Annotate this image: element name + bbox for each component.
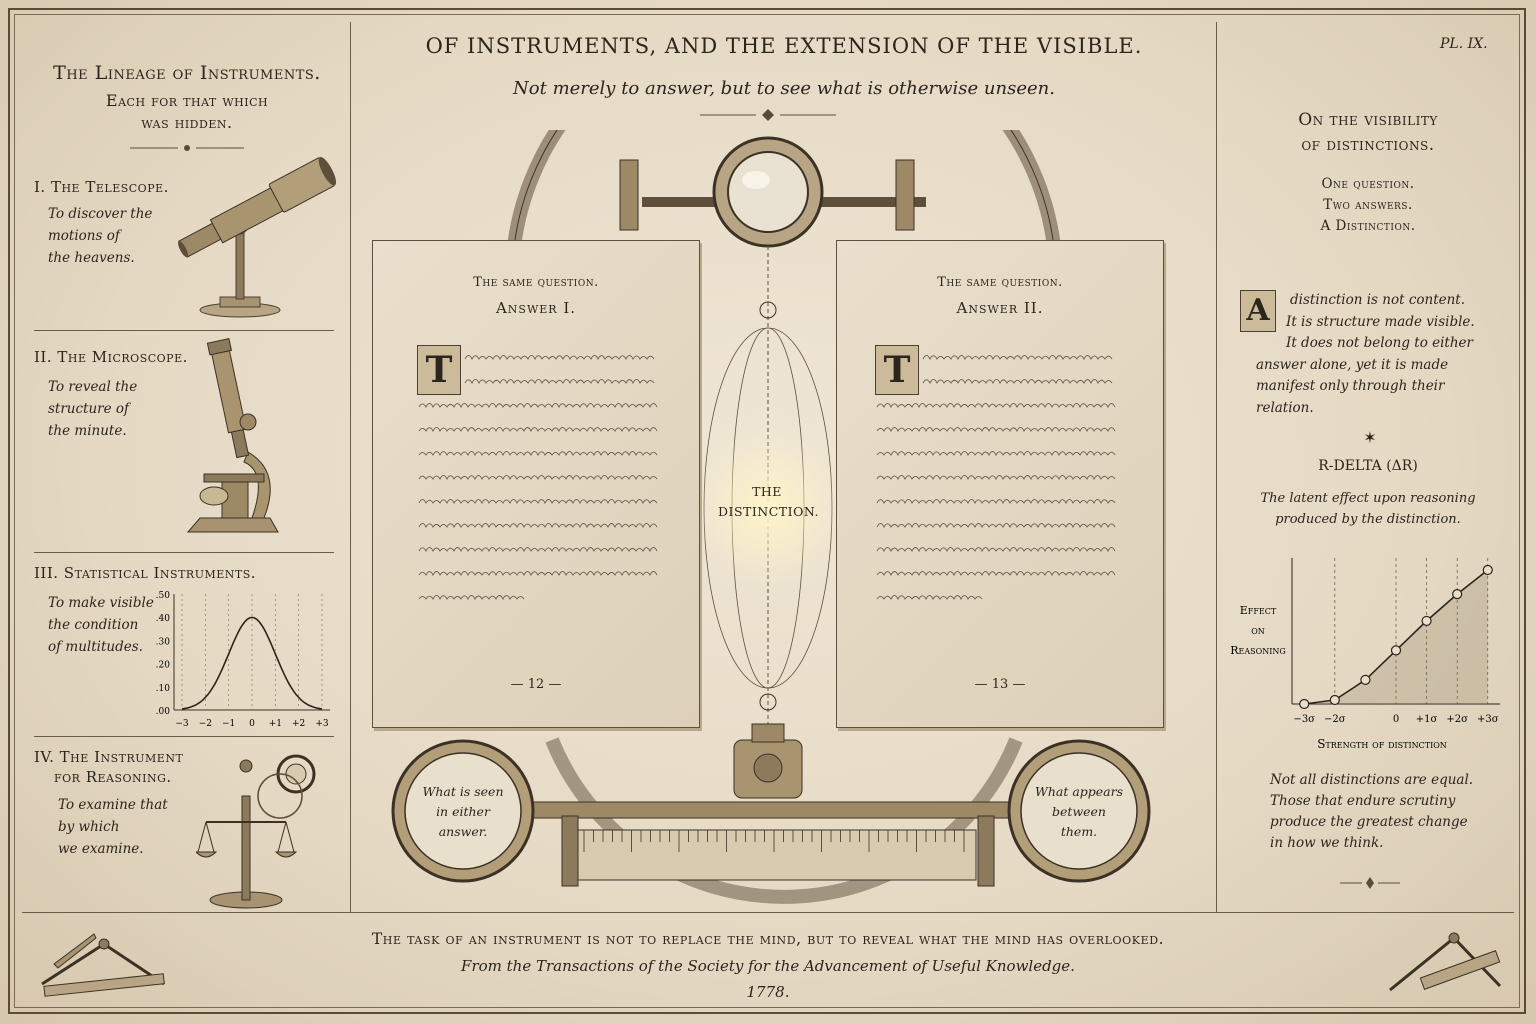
closing-ornament	[1340, 876, 1400, 890]
script-line	[877, 427, 1115, 431]
script-line	[419, 475, 657, 479]
footer-source: From the Transactions of the Society for the Advancement of Useful Knowledge.	[461, 957, 1075, 975]
left-page-script	[413, 347, 683, 637]
rdelta-point	[1392, 646, 1401, 655]
section-statistics-desc: To make visible the condition of multitudes.	[48, 595, 154, 655]
page-title: OF INSTRUMENTS, AND THE EXTENSION OF THE VISIBLE.	[425, 34, 1143, 58]
section-microscope-desc: To reveal the structure of the minute.	[48, 379, 138, 439]
right-page-script	[871, 347, 1141, 637]
bell-xtick-label: 0	[249, 719, 255, 729]
rdelta-xlabel: Strength of distinction	[1317, 737, 1447, 751]
distinction-label: THE DISTINCTION.	[718, 484, 819, 519]
script-line	[419, 403, 657, 407]
script-line	[877, 499, 1115, 503]
script-line	[419, 595, 524, 599]
script-line	[877, 571, 1115, 575]
left-page-head: The same question.	[473, 275, 599, 290]
page-subtitle: Not merely to answer, but to see what is otherwise unseen.	[513, 78, 1055, 99]
script-line	[877, 595, 982, 599]
visibility-paragraph: distinction is not content. It is structure made visible. It does not belong to either answer alone, yet it is made manifest only through their relation.	[1256, 292, 1475, 416]
script-line	[419, 499, 657, 503]
rdelta-xtick-label: −2σ	[1324, 714, 1346, 725]
visibility-dropcap: A	[1240, 290, 1276, 332]
script-line	[877, 475, 1115, 479]
rdelta-chart	[1218, 548, 1518, 758]
script-line	[419, 547, 657, 551]
right-page-number: — 13 —	[974, 677, 1026, 692]
section-microscope-title: II. The Microscope.	[34, 348, 188, 366]
telescope-icon	[168, 132, 353, 322]
rdelta-xtick-label: +2σ	[1446, 714, 1468, 725]
script-line	[419, 523, 657, 527]
visibility-closing: Not all distinctions are equal. Those that endure scrutiny produce the greatest change in how we think.	[1270, 772, 1474, 851]
book-page-left	[372, 240, 700, 728]
section-divider-2	[34, 552, 334, 553]
rdelta-point	[1422, 616, 1431, 625]
script-line	[465, 355, 654, 359]
script-line	[877, 547, 1115, 551]
reasoning-instrument-icon	[196, 736, 336, 912]
rdelta-point	[1300, 700, 1309, 709]
footer-quote: The task of an instrument is not to replace the mind, but to reveal what the mind has overlooked.	[371, 930, 1165, 948]
script-line	[877, 451, 1115, 455]
rdelta-xtick-label: 0	[1392, 714, 1400, 725]
bell-ytick-label: .30	[155, 637, 170, 648]
bell-xtick-label: −3	[175, 719, 189, 729]
rdelta-point	[1453, 590, 1462, 599]
left-dropcap: T	[417, 345, 461, 395]
script-line	[419, 427, 657, 431]
visibility-sub: One question. Two answers. A Distinction.	[1320, 176, 1416, 234]
visibility-title-1: On the visibility	[1298, 110, 1438, 130]
bell-xtick-label: +1	[268, 719, 282, 729]
left-page-number: — 12 —	[510, 677, 562, 692]
rdelta-point	[1483, 566, 1492, 575]
rdelta-ylabel-1: Effect	[1239, 604, 1277, 617]
rdelta-point	[1330, 695, 1339, 704]
right-page-answer: Answer II.	[956, 299, 1044, 317]
section-reasoning-desc: To examine that by which we examine.	[58, 797, 168, 857]
lineage-subtitle-2: was hidden.	[141, 113, 233, 132]
rdelta-description: The latent effect upon reasoning produced by the distinction.	[1260, 491, 1476, 527]
lens-right-text: What appears between them.	[1034, 784, 1124, 839]
rdelta-xtick-label: −3σ	[1293, 714, 1316, 725]
right-dropcap: T	[875, 345, 919, 395]
bell-ytick-label: .20	[155, 660, 170, 671]
section-telescope-desc: To discover the motions of the heavens.	[48, 206, 153, 266]
section-reasoning-title: IV. The Instrument	[34, 748, 184, 766]
script-line	[877, 523, 1115, 527]
visibility-title-2: of distinctions.	[1301, 135, 1435, 155]
script-line	[419, 571, 657, 575]
lineage-title: The Lineage of Instruments.	[53, 62, 321, 84]
footer-divider	[22, 912, 1514, 913]
rdelta-title: R-DELTA (ΔR)	[1318, 458, 1418, 474]
left-page-answer: Answer I.	[495, 299, 577, 317]
bell-ytick-label: .00	[155, 707, 170, 717]
script-line	[419, 451, 657, 455]
script-line	[923, 355, 1112, 359]
lineage-subtitle-1: Each for that which	[105, 91, 269, 110]
divider-right	[1216, 22, 1217, 912]
bell-ytick-label: .50	[155, 591, 170, 601]
rdelta-point	[1361, 675, 1370, 684]
rdelta-ylabel-3: Reasoning	[1230, 644, 1286, 657]
footer-year: 1778.	[746, 983, 790, 1001]
section-telescope-title: I. The Telescope.	[34, 178, 169, 196]
bell-xtick-label: −1	[222, 719, 236, 729]
section-divider-1	[34, 330, 334, 331]
lens-left-text: What is seen in either answer.	[422, 784, 504, 839]
bell-xtick-label: −2	[198, 719, 212, 729]
asterism-icon: ✶	[1363, 428, 1377, 447]
right-page-head: The same question.	[937, 275, 1063, 290]
bell-xtick-label: +2	[292, 719, 306, 729]
bell-ytick-label: .40	[155, 614, 170, 625]
plate-number: PL. IX.	[1440, 36, 1488, 52]
script-line	[877, 403, 1115, 407]
book-page-right	[836, 240, 1164, 728]
script-line	[923, 379, 1112, 383]
title-ornament	[700, 108, 836, 122]
section-statistics-title: III. Statistical Instruments.	[34, 564, 257, 582]
rdelta-xtick-label: +1σ	[1415, 714, 1438, 725]
section-reasoning-title-2: for Reasoning.	[54, 768, 172, 786]
bell-curve-plot	[142, 586, 342, 730]
bell-xtick-label: +3	[315, 719, 329, 729]
microscope-icon	[178, 332, 298, 552]
rdelta-xtick-label: +3σ	[1476, 714, 1499, 725]
script-line	[465, 379, 654, 383]
bell-ytick-label: .10	[155, 683, 170, 694]
rdelta-ylabel-2: on	[1251, 624, 1265, 637]
